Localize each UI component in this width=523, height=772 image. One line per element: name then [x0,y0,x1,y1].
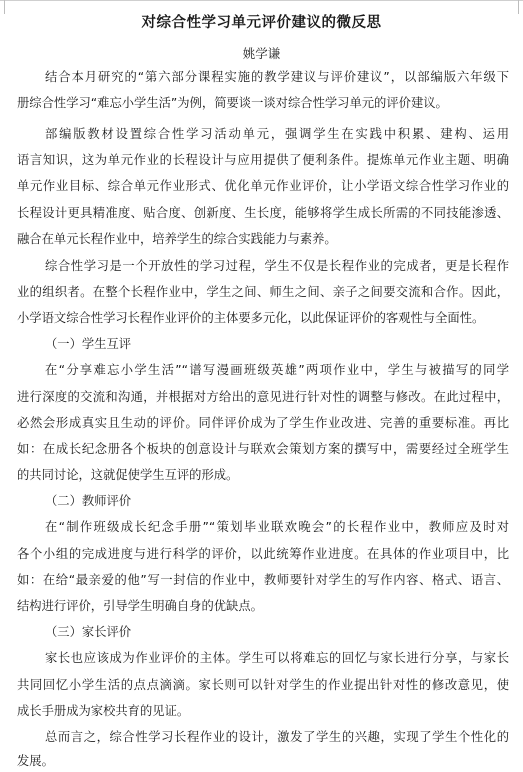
paragraph-line: 总而言之，综合性学习长程作业的设计，激发了学生的兴趣，实现了学生个性化的 [45,730,509,744]
paragraph-line: 语言知识，这为单元作业的长程设计与应用提供了便利条件。提炼单元作业主题、明确 [17,153,509,167]
paragraph-line: 的共同讨论，这就促使学生互评的形成。 [17,468,239,482]
page-top-border [0,0,523,1]
section-heading-teacher-review: （二）教师评价 [45,494,132,508]
paragraph-line: 必然会形成真实且生动的评价。同伴评价成为了学生作业改进、完善的重要标准。再比 [17,416,509,430]
paragraph-line: 各个小组的完成进度与进行科学的评价，以此统筹作业进度。在具体的作业项目中，比 [17,547,509,561]
paragraph-line: 进行深度的交流和沟通，并根据对方给出的意见进行针对性的调整与修改。在此过程中， [17,390,509,404]
paragraph-line: 长程设计更具精准度、贴合度、创新度、生长度，能够将学生成长所需的不同技能渗透、 [17,206,509,220]
paragraph-line: 如：在成长纪念册各个板块的创意设计与联欢会策划方案的撰写中，需要经过全班学生 [17,442,509,456]
paragraph-line: 在“制作班级成长纪念手册”“策划毕业联欢晚会”的长程作业中，教师应及时对 [45,520,509,534]
document-title: 对综合性学习单元评价建议的微反思 [141,15,382,31]
paragraph-line: 小学语文综合性学习长程作业评价的主体要多元化，以此保证评价的客观性与全面性。 [17,311,485,325]
paragraph-line: 如：在给“最亲爱的他”写一封信的作业中，教师要针对学生的写作内容、格式、语言、 [17,573,509,587]
paragraph-line: 结构进行评价，引导学生明确自身的优缺点。 [17,599,263,613]
paragraph-line: 业的组织者。在整个长程作业中，学生之间、师生之间、亲子之间要交流和合作。因此， [17,285,509,299]
section-heading-parent-review: （三）家长评价 [45,625,132,639]
paragraph-line: 融合在单元长程作业中，培养学生的综合实践能力与素养。 [17,232,337,246]
paragraph-line: 发展。 [17,754,54,768]
paragraph-line: 成长手册成为家校共育的见证。 [17,704,190,718]
document-author: 姚学谦 [242,46,281,61]
paragraph-line: 册综合性学习“难忘小学生活”为例，简要谈一谈对综合性学习单元的评价建议。 [17,96,448,110]
paragraph-line: 综合性学习是一个开放性的学习过程，学生不仅是长程作业的完成者，更是长程作 [45,259,509,273]
paragraph-line: 结合本月研究的“第六部分课程实施的教学建议与评价建议”，以部编版六年级下 [45,70,509,84]
section-heading-peer-review: （一）学生互评 [45,337,132,351]
paragraph-line: 在“分享难忘小学生活”“谱写漫画班级英雄”两项作业中，学生与被描写的同学 [45,363,509,377]
paragraph-line: 家长也应该成为作业评价的主体。学生可以将难忘的回忆与家长进行分享，与家长 [45,651,509,665]
paragraph-line: 共同回忆小学生活的点点滴滴。家长则可以针对学生的作业提出针对性的修改意见，使 [17,678,509,692]
paragraph-line: 单元作业目标、综合单元作业形式、优化单元作业评价，让小学语文综合性学习作业的 [17,179,509,193]
paragraph-line: 部编版教材设置综合性学习活动单元，强调学生在实践中积累、建构、运用 [45,127,509,141]
